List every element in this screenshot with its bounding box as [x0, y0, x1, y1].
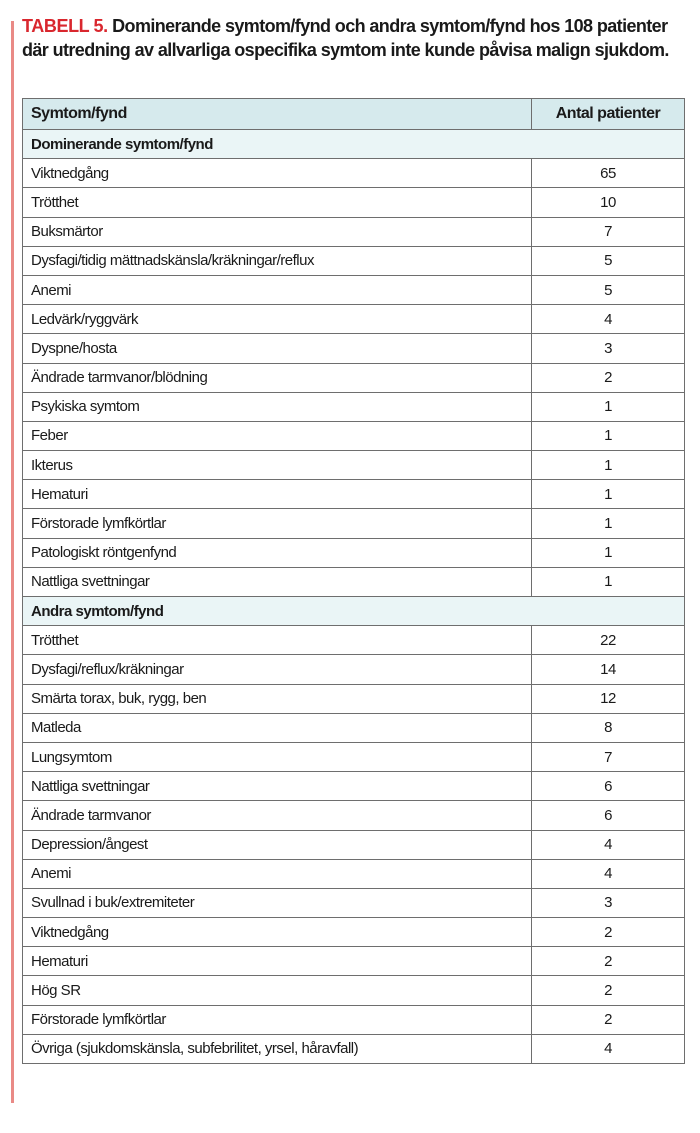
count-cell: 1: [532, 509, 685, 538]
table-label: TABELL 5.: [22, 16, 108, 36]
header-row: [23, 99, 685, 130]
table-row: [23, 888, 685, 917]
table-row: [23, 713, 685, 742]
symptom-cell: Viktnedgång: [23, 918, 532, 947]
table-row: [23, 188, 685, 217]
table-row: [23, 830, 685, 859]
count-cell: 1: [532, 538, 685, 567]
table-row: [23, 1034, 685, 1063]
count-cell: 65: [532, 159, 685, 188]
table-row: [23, 772, 685, 801]
symptom-cell: Patologiskt röntgenfynd: [23, 538, 532, 567]
count-cell: 6: [532, 801, 685, 830]
table-row: [23, 363, 685, 392]
count-cell: 7: [532, 217, 685, 246]
count-cell: 1: [532, 392, 685, 421]
table-row: [23, 801, 685, 830]
symptom-cell: Viktnedgång: [23, 159, 532, 188]
table-row: [23, 742, 685, 771]
count-cell: 2: [532, 1005, 685, 1034]
symptom-cell: Trötthet: [23, 626, 532, 655]
symptom-cell: Nattliga svettningar: [23, 567, 532, 596]
table-row: [23, 159, 685, 188]
symptom-cell: Ändrade tarmvanor: [23, 801, 532, 830]
table-row: [23, 217, 685, 246]
count-cell: 5: [532, 246, 685, 275]
count-cell: 2: [532, 976, 685, 1005]
table-caption: [22, 14, 687, 62]
count-cell: 4: [532, 859, 685, 888]
symptom-cell: Feber: [23, 421, 532, 450]
table-row: [23, 451, 685, 480]
table-row: [23, 392, 685, 421]
table-row: [23, 538, 685, 567]
symptom-cell: Depression/ångest: [23, 830, 532, 859]
section-title: Dominerande symtom/fynd: [23, 130, 685, 159]
symptom-cell: Smärta torax, buk, rygg, ben: [23, 684, 532, 713]
section-title: Andra symtom/fynd: [23, 597, 685, 626]
table-row: [23, 626, 685, 655]
count-cell: 2: [532, 947, 685, 976]
count-cell: 6: [532, 772, 685, 801]
symptom-cell: Anemi: [23, 275, 532, 304]
count-cell: 5: [532, 275, 685, 304]
table-row: [23, 305, 685, 334]
header-count: Antal patienter: [532, 99, 685, 130]
table-row: [23, 275, 685, 304]
table-row: [23, 947, 685, 976]
symptom-cell: Trötthet: [23, 188, 532, 217]
symptom-cell: Övriga (sjukdomskänsla, subfebrilitet, yrsel, håravfall): [23, 1034, 532, 1063]
section-row: [23, 597, 685, 626]
symptom-cell: Matleda: [23, 713, 532, 742]
table-row: [23, 859, 685, 888]
symptom-cell: Psykiska symtom: [23, 392, 532, 421]
count-cell: 4: [532, 830, 685, 859]
header-symptom: Symtom/fynd: [23, 99, 532, 130]
symptom-cell: Hematuri: [23, 480, 532, 509]
table-body: [23, 130, 685, 1064]
accent-bar: [11, 21, 14, 1103]
symptom-cell: Svullnad i buk/extremiteter: [23, 888, 532, 917]
table-row: [23, 976, 685, 1005]
symptom-cell: Nattliga svettningar: [23, 772, 532, 801]
symptom-table: [22, 98, 685, 1064]
table-row: [23, 1005, 685, 1034]
count-cell: 3: [532, 888, 685, 917]
count-cell: 14: [532, 655, 685, 684]
count-cell: 10: [532, 188, 685, 217]
table-row: [23, 480, 685, 509]
symptom-cell: Hematuri: [23, 947, 532, 976]
symptom-cell: Lungsymtom: [23, 742, 532, 771]
table-row: [23, 334, 685, 363]
count-cell: 1: [532, 480, 685, 509]
count-cell: 2: [532, 918, 685, 947]
count-cell: 3: [532, 334, 685, 363]
symptom-cell: Dysfagi/reflux/kräkningar: [23, 655, 532, 684]
count-cell: 22: [532, 626, 685, 655]
symptom-cell: Ledvärk/ryggvärk: [23, 305, 532, 334]
count-cell: 4: [532, 1034, 685, 1063]
count-cell: 8: [532, 713, 685, 742]
table-row: [23, 918, 685, 947]
count-cell: 1: [532, 567, 685, 596]
symptom-cell: Förstorade lymfkörtlar: [23, 1005, 532, 1034]
symptom-cell: Anemi: [23, 859, 532, 888]
symptom-cell: Ändrade tarmvanor/blödning: [23, 363, 532, 392]
table-row: [23, 509, 685, 538]
table-row: [23, 246, 685, 275]
table-row: [23, 684, 685, 713]
symptom-cell: Ikterus: [23, 451, 532, 480]
symptom-cell: Dysfagi/tidig mättnadskänsla/kräkningar/reflux: [23, 246, 532, 275]
table-row: [23, 655, 685, 684]
caption-text: Dominerande symtom/fynd och andra symtom/fynd hos 108 patienter där utredning av allvarliga ospecifika symtom inte kunde påvisa malign sjukdom.: [22, 16, 669, 60]
count-cell: 12: [532, 684, 685, 713]
table-row: [23, 567, 685, 596]
symptom-cell: Dyspne/hosta: [23, 334, 532, 363]
count-cell: 7: [532, 742, 685, 771]
table-row: [23, 421, 685, 450]
section-row: [23, 130, 685, 159]
symptom-cell: Hög SR: [23, 976, 532, 1005]
count-cell: 4: [532, 305, 685, 334]
count-cell: 2: [532, 363, 685, 392]
count-cell: 1: [532, 421, 685, 450]
symptom-cell: Förstorade lymfkörtlar: [23, 509, 532, 538]
symptom-cell: Buksmärtor: [23, 217, 532, 246]
count-cell: 1: [532, 451, 685, 480]
